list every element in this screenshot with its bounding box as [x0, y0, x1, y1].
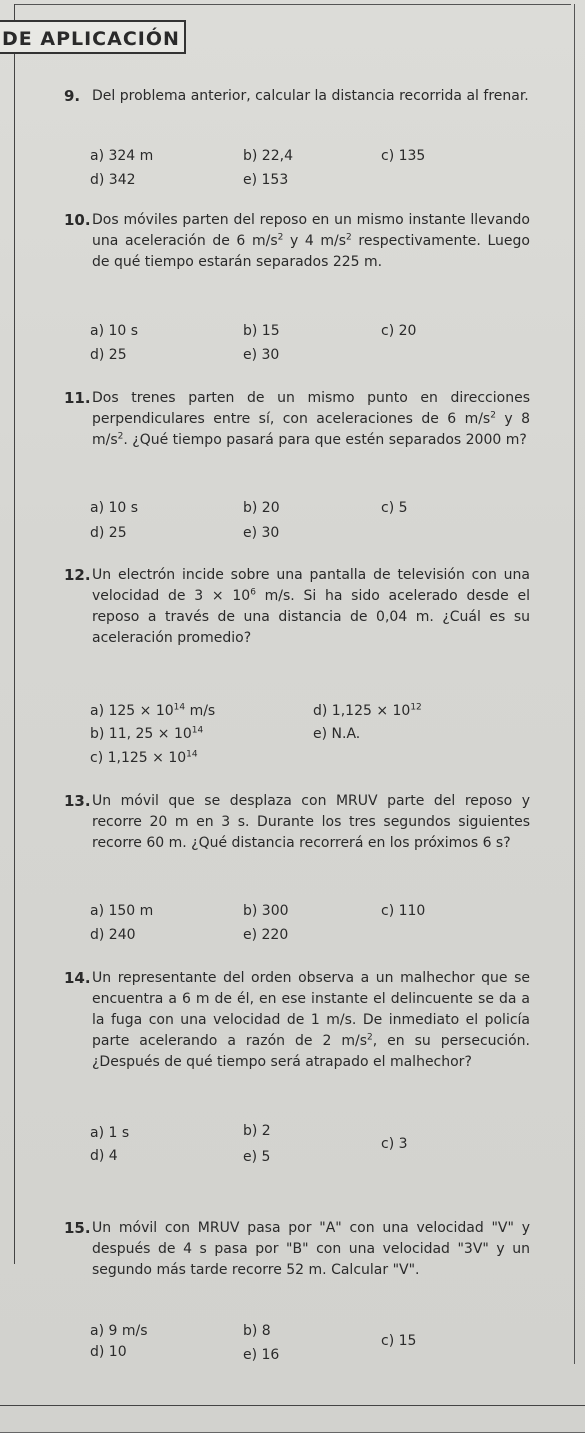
option-d: d) $1,125 \times 10^{12}$ — [313, 702, 422, 719]
problem-14 — [64, 968, 530, 1073]
option-e: e) 30 — [243, 525, 280, 541]
option-a: a) 1 s — [90, 1125, 130, 1141]
problem-statement: Un representante del orden observa a un malhechor que se encuentra a 6 m de él, en ese instante el delincuente se da a la fuga con una velocidad de 1 m/s. De inmediato el policía parte acelerando a razón de 2 $m/s^2$, en su persecución. ¿Después de qué tiempo será atrapado el malhechor? — [92, 970, 530, 1070]
problem-statement: Del problema anterior, calcular la distancia recorrida al frenar. — [92, 88, 529, 104]
option-e: e) 5 — [243, 1149, 271, 1165]
option-c: c) 110 — [381, 903, 426, 919]
option-d: d) 25 — [90, 347, 127, 363]
option-b: b) 11, $25 \times 10^{14}$ — [90, 725, 204, 742]
frame-right-rule — [574, 4, 575, 1364]
option-b: b) 2 — [243, 1123, 271, 1139]
problem-number: 14. — [64, 969, 91, 987]
section-title: DE APLICACIÓN — [0, 20, 186, 54]
problem-number: 13. — [64, 792, 91, 810]
option-d: d) 240 — [90, 927, 136, 943]
option-d: d) 4 — [90, 1148, 118, 1164]
option-b: b) 8 — [243, 1323, 271, 1339]
problem-11 — [64, 388, 530, 451]
option-a: a) $125 \times 10^{14}$ m/s — [90, 702, 216, 719]
option-c: c) 15 — [381, 1333, 417, 1349]
problem-number: 11. — [64, 389, 91, 407]
problem-number: 15. — [64, 1219, 91, 1237]
option-e: e) 16 — [243, 1347, 280, 1363]
option-a: a) 10 s — [90, 323, 139, 339]
frame-left-rule — [14, 4, 15, 1264]
problem-12 — [64, 565, 531, 649]
option-c: c) 135 — [381, 148, 426, 164]
problem-statement: Un móvil con MRUV pasa por "A" con una velocidad "V" y después de 4 s pasa por "B" con una velocidad "3V" y un segundo más tarde recorre 52 m. Calcular "V". — [92, 1220, 530, 1278]
option-c: c) 20 — [381, 323, 417, 339]
option-c: c) 5 — [381, 500, 408, 516]
option-a: a) 150 m — [90, 903, 154, 919]
problem-10 — [64, 210, 530, 273]
problem-number: 12. — [64, 566, 91, 584]
problem-statement: Un electrón incide sobre una pantalla de televisión con una velocidad de $3 \times 10^6$ m/s. Si ha sido acelerado desde el reposo a través de una distancia de 0,04 m. ¿Cuál es su aceleración promedio? — [92, 567, 531, 646]
problem-statement: Un móvil que se desplaza con MRUV parte del reposo y recorre 20 m en 3 s. Durante los tres segundos siguientes recorre 60 m. ¿Qué distancia recorrerá en los próximos 6 s? — [92, 793, 530, 851]
problem-statement: Dos trenes parten de un mismo punto en direcciones perpendiculares entre sí, con aceleraciones de 6 $m/s^2$ y 8 $m/s^2$. ¿Qué tiempo pasará para que estén separados 2000 m? — [92, 390, 530, 448]
option-d: d) 25 — [90, 525, 127, 541]
option-b: b) 15 — [243, 323, 280, 339]
option-e: e) 153 — [243, 172, 289, 188]
option-e: e) 30 — [243, 347, 280, 363]
option-a: a) 324 m — [90, 148, 154, 164]
option-e: e) N.A. — [313, 726, 361, 742]
problem-number: 10. — [64, 211, 91, 229]
option-d: d) 342 — [90, 172, 136, 188]
problem-number: 9. — [64, 87, 81, 105]
problem-statement: Dos móviles parten del reposo en un mismo instante llevando una aceleración de 6 $m/s^2$ y 4 $m/s^2$ respectivamente. Luego de qué tiempo estarán separados 225 m. — [92, 212, 530, 270]
option-d: d) 10 — [90, 1344, 127, 1360]
problem-15 — [64, 1218, 530, 1281]
option-b: b) 300 — [243, 903, 289, 919]
option-b: b) 20 — [243, 500, 280, 516]
problem-9 — [64, 86, 530, 107]
option-e: e) 220 — [243, 927, 289, 943]
frame-bottom-rule — [0, 1405, 585, 1406]
frame-top-rule — [14, 4, 571, 5]
option-b: b) 22,4 — [243, 148, 293, 164]
problem-13 — [64, 791, 530, 854]
option-c: c) 3 — [381, 1136, 408, 1152]
option-a: a) 10 s — [90, 500, 139, 516]
option-c: c) $1,125 \times 10^{14}$ — [90, 749, 198, 766]
option-a: a) 9 m/s — [90, 1323, 148, 1339]
